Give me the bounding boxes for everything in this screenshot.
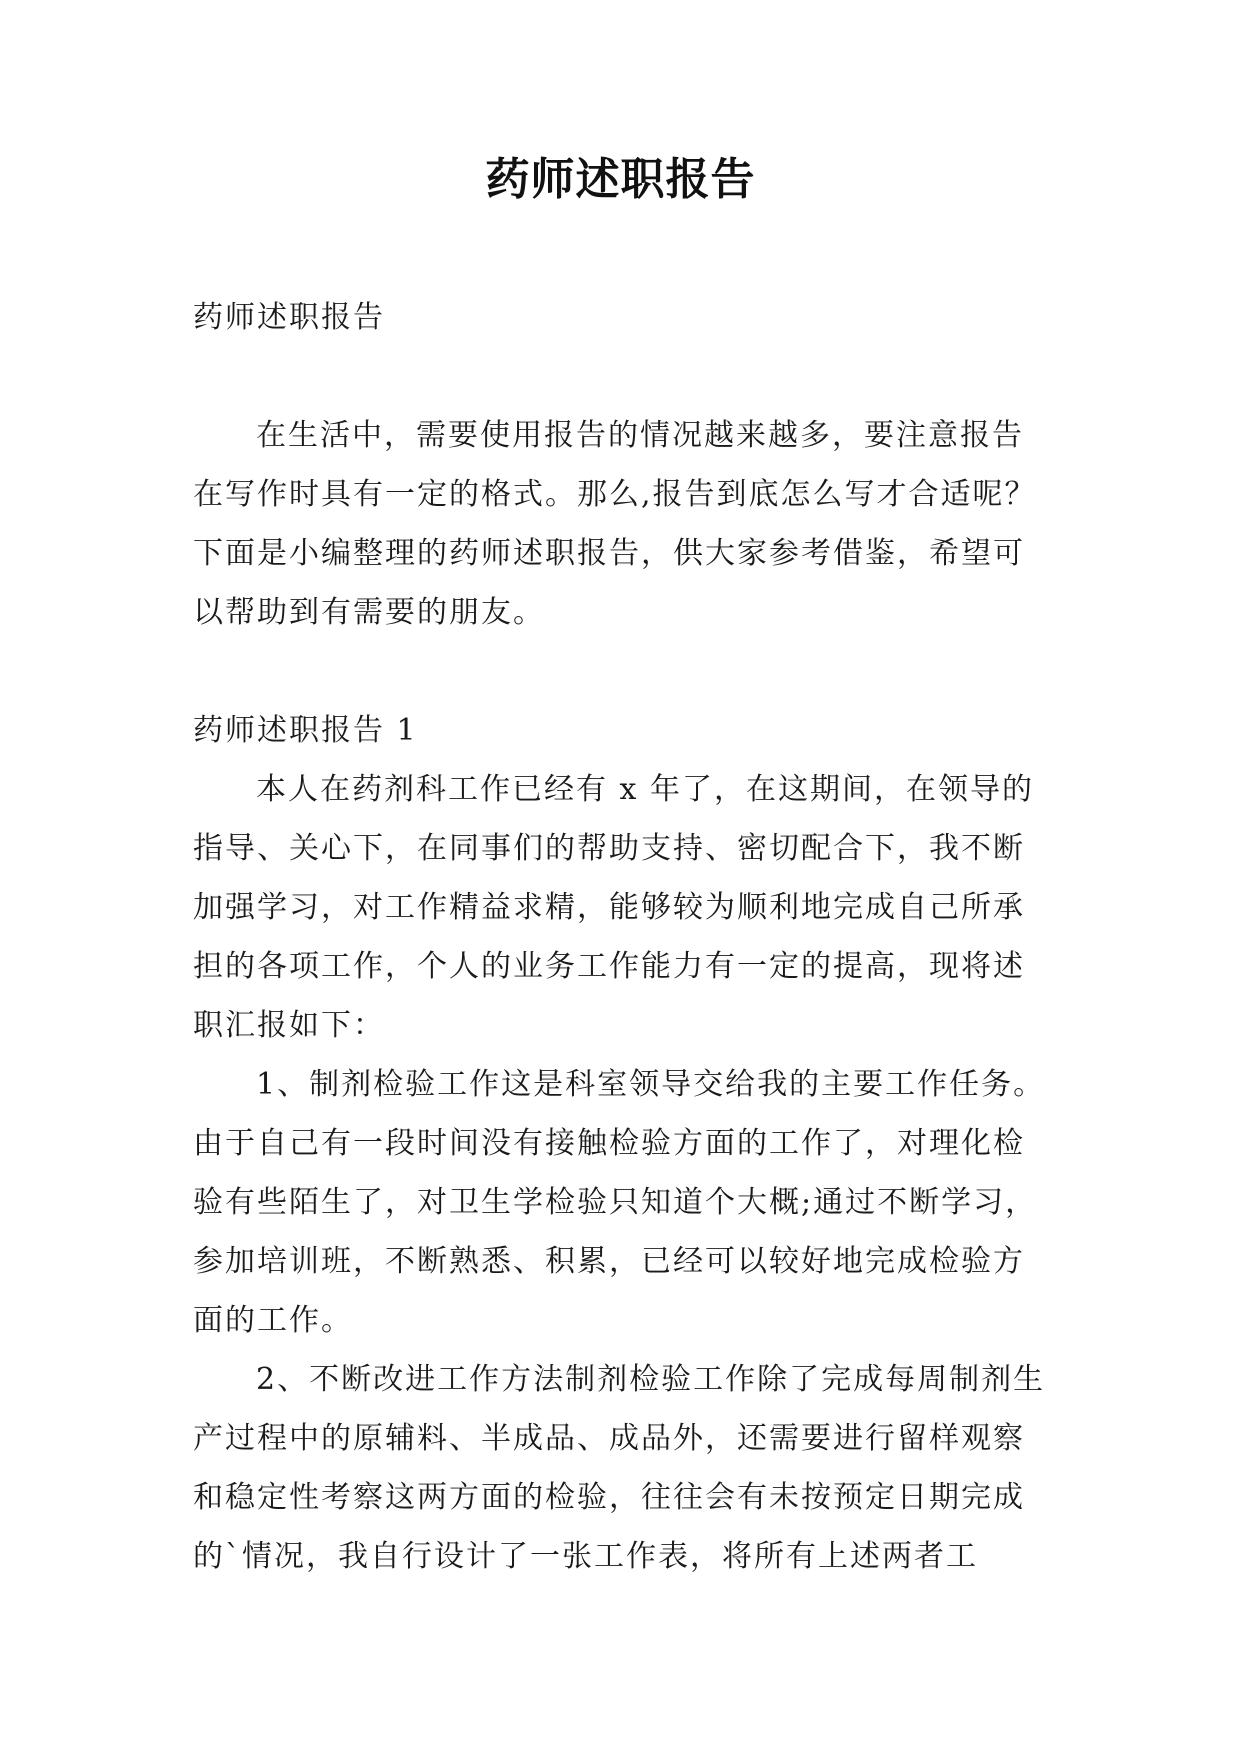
section-heading: 药师述职报告 1 [193, 713, 418, 748]
document-subtitle: 药师述职报告 [193, 300, 385, 335]
intro-paragraph: 在生活中，需要使用报告的情况越来越多，要注意报告在写作时具有一定的格式。那么,报告到底怎么写才合适呢？下面是小编整理的药师述职报告，供大家参考借鉴，希望可以帮助到有需要的朋友。 [193, 418, 1037, 630]
document-title: 药师述职报告 [485, 154, 756, 205]
body-paragraph: 2、不断改进工作方法制剂检验工作除了完成每周制剂生产过程中的原辅料、半成品、成品外，还需要进行留样观察和稳定性考察这两方面的检验，往往会有未按预定日期完成的`情况，我自行设计了一张工作表，将所有上述两者工 [193, 1362, 1046, 1574]
body-paragraph: 本人在药剂科工作已经有 x 年了，在这期间，在领导的指导、关心下，在同事们的帮助支持、密切配合下，我不断加强学习，对工作精益求精，能够较为顺利地完成自己所承担的各项工作，个人的业务工作能力有一定的提高，现将述职汇报如下： [193, 772, 1034, 1043]
document-body [193, 288, 1055, 1586]
body-paragraph: 1、制剂检验工作这是科室领导交给我的主要工作任务。由于自己有一段时间没有接触检验方面的工作了，对理化检验有些陌生了，对卫生学检验只知道个大概;通过不断学习，参加培训班，不断熟悉、积累，已经可以较好地完成检验方面的工作。 [193, 1067, 1046, 1338]
